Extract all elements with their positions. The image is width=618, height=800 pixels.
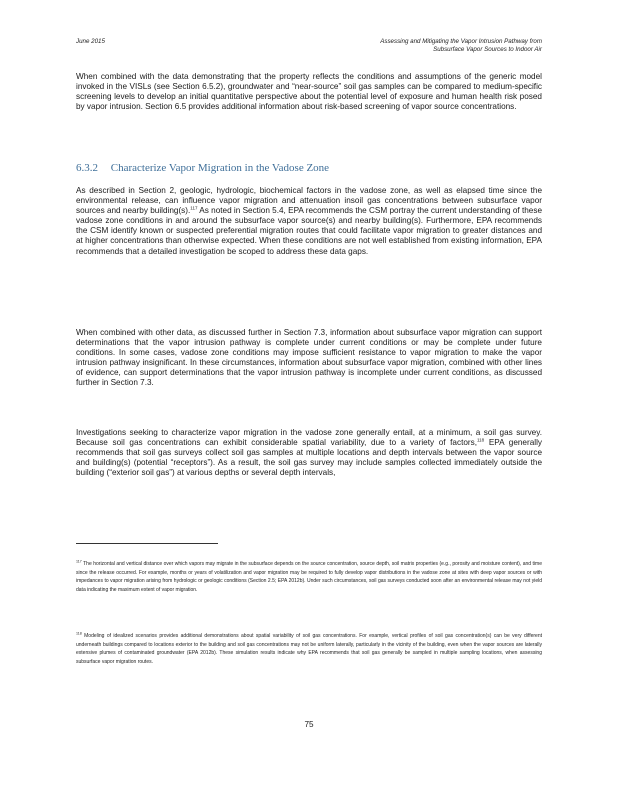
page-number: 75 [304, 720, 314, 729]
paragraph-4 [76, 428, 542, 478]
footnote-118 [76, 632, 542, 666]
paragraph-1: When combined with the data demonstrating that the property reflects the conditions and assumptions of the generic model invoked in the VISLs (see Section 6.5.2), groundwater and “near-source” soil gas samples can be compared to medium-specific screening levels to develop an initial quantitative perspective about the potential level of exposure and human health risk posed by vapor intrusion. Section 6.5 provides additional information about risk-based screening of vapor source concentrations. [76, 72, 542, 112]
paragraph-2-part-1: As described in Section 2, geologic, hydrologic, biochemical factors in the vadose zone, as well as elapsed time since the environmental release, can influence vapor migration and attenuation insoil gas concentrations between subsurface vapor sources and nearby building(s). [76, 186, 542, 216]
header-title-line2: Subsurface Vapor Sources to Indoor Air [433, 46, 542, 53]
paragraph-2 [76, 186, 542, 257]
footnote-ref-117: 117 [190, 205, 198, 211]
section-title: Characterize Vapor Migration in the Vadose Zone [110, 162, 330, 174]
section-number: 6.3.2 [76, 162, 98, 174]
paragraph-2-part-2: As noted in Section 5.4, EPA recommends the CSM portray the current understanding of these vadose zone conditions in and around the subsurface vapor source(s) and nearby building(s). Furthermore, EPA recommends the CSM identify known or suspected preferential migration routes that could facilitate vapor migration to greater distances and at higher concentrations than otherwise expected. When these conditions are not well established from existing information, EPA recommends that a detailed investigation be scoped to address these data gaps. [76, 206, 543, 256]
paragraph-4-part-1: Investigations seeking to characterize vapor migration in the vadose zone generally entail, at a minimum, a soil gas survey. Because soil gas concentrations can exhibit considerable spatial variability, due to a variety of factors, [76, 428, 542, 448]
footnote-117-text: The horizontal and vertical distance over which vapors may migrate in the subsurface depends on the source concentration, source depth, soil matrix properties (e.g., porosity and moisture content), and time since the release occurred. For example, months or years of volatilization and vapor migration may be required to fully develop vapor distributions in the vadose zone at sites with deep vapor sources or with impedances to vapor migration arising from hydrologic or geologic conditions (Section 2.5; EPA 2012b). Under such circumstances, soil gas surveys conducted soon after an environmental release may not yield data indicating the maximum extent of vapor migration. [76, 561, 542, 593]
section-heading [76, 162, 542, 174]
footnote-117-number: 117 [76, 559, 82, 564]
footnote-ref-118: 118 [477, 437, 485, 443]
paragraph-4-part-2: EPA generally recommends that soil gas surveys collect soil gas samples at multiple locations and depth intervals between the vapor source and building(s) (potential “receptors”). As a result, the soil gas survey may include samples collected immediately outside the building (“exterior soil gas”) at various depths or several depth intervals, [76, 438, 542, 478]
paragraph-3: When combined with other data, as discussed further in Section 7.3, information about subsurface vapor migration can support determinations that the vapor intrusion pathway is complete under current conditions or may be complete under future conditions. In some cases, vadose zone conditions may impose sufficient resistance to vapor migration to make the vapor intrusion pathway insignificant. In these circumstances, information about subsurface vapor migration, combined with other lines of evidence, can support determinations that the vapor intrusion pathway is incomplete under current conditions, as discussed further in Section 7.3. [76, 328, 542, 388]
header-title-line1: Assessing and Mitigating the Vapor Intrusion Pathway from [380, 38, 542, 45]
footnote-118-number: 118 [76, 631, 82, 636]
footnote-117 [76, 560, 542, 594]
footnote-separator [76, 543, 218, 544]
header-date: June 2015 [76, 38, 105, 45]
header-title [282, 38, 542, 54]
footnote-118-text: Modeling of idealized scenarios provides additional demonstrations about spatial variability of soil gas concentrations. For example, vertical profiles of soil gas concentration(s) can be very different underneath buildings compared to locations exterior to the building and soil gas concentrations may not be uniform laterally, particularly in the vicinity of the building, even when the vapor sources are laterally extensive plumes of contaminated groundwater (EPA 2012b). These simulation results indicate why EPA recommends that soil gas generally be sampled in multiple sampling locations, when assessing subsurface vapor migration routes. [76, 633, 543, 665]
